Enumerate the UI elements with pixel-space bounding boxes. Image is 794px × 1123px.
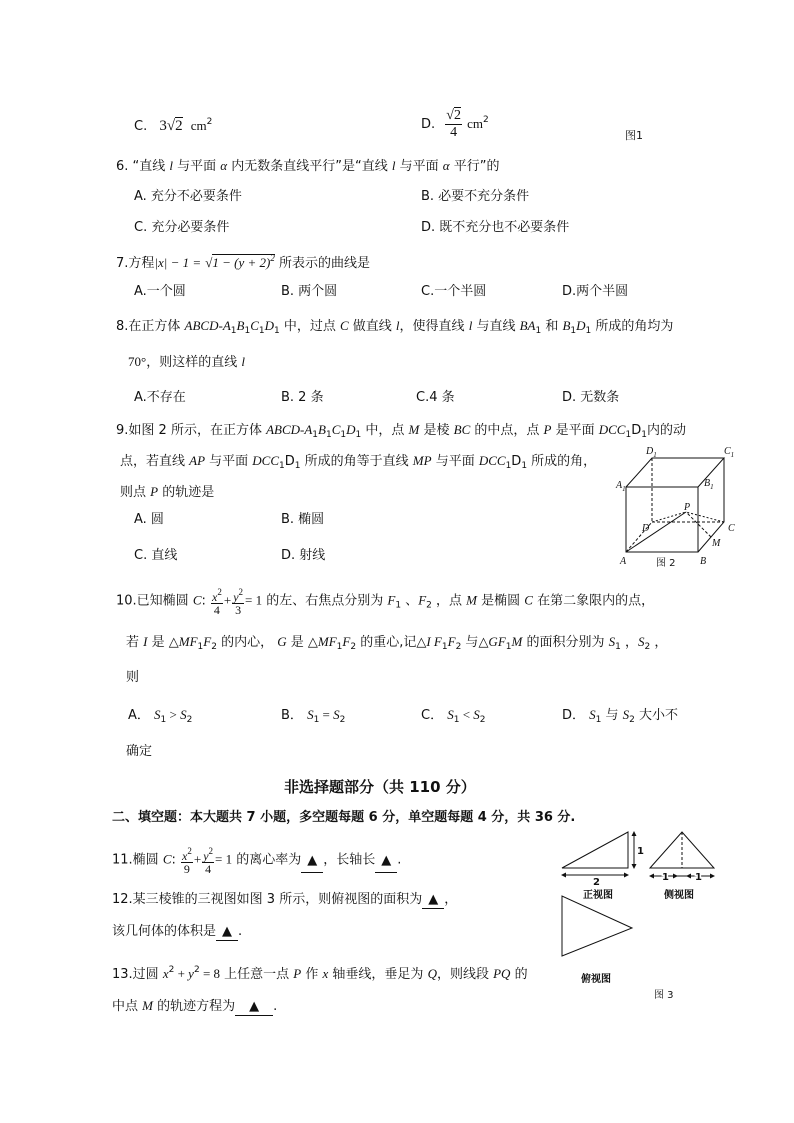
figure-2-cube [610,440,750,570]
figure-1-label: 图1 [625,129,643,142]
top-view-triangle [562,896,632,956]
q8-option-b: B. 2 条 [281,390,324,405]
q7-option-b: B. 两个圆 [281,284,338,299]
q8-stem: 8.在正方体 ABCD-$A_1B_1C_1D_1$ 中，过点 C 做直线 l，使得直线 l 与直线 $BA_1$ 和 $B_1D_1$ 所成的角均为 [116,318,674,336]
front-height-value: 1 [637,846,644,857]
q10-stem-line1: 10.已知椭圆 C: $\frac{x^2}{4}$ + $\frac{y^2}{3}$ = 1 的左、右焦点分别为 $F_1$ 、$F_2$ ，点 M 是椭圆 C 在第二象限内的点， [116,587,655,617]
q9-stem-line1: 9.如图 2 所示，在正方体 ABCD-$A_1B_1C_1D_1$ 中，点 M 是棱 BC 的中点，点 P 是平面 $DCC_1D_1$内的动 [116,422,686,440]
segment-ap [626,512,686,552]
q13-stem-line2: 中点 M 的轨迹方程为 ▲ . [112,998,278,1014]
section-heading: 二、填空题：本大题共 7 小题，多空题每题 6 分，单空题每题 4 分，共 36 分. [112,810,576,825]
q8-stem-line2: 70°，则这样的直线 l [128,354,245,370]
q10-stem-line3: 则 [126,670,140,685]
q13-stem-line1: 13.过圆 $x^2 + y^2 = 8$ 上任意一点 P 作 x 轴垂线，垂足为 Q，则线段 PQ 的 [112,965,528,982]
q5-option-d: D. $\frac{√2}{4}$ $cm^2$ [421,108,489,140]
q6-option-a: A. 充分不必要条件 [134,189,242,204]
front-view-triangle [562,832,628,868]
section-title: 非选择题部分（共 110 分） [284,778,476,796]
label-b1: $B_1$ [704,478,714,491]
q11-blank-2[interactable]: ▲ [375,850,397,873]
figure-2-label: 图 2 [656,558,676,569]
front-view-label: 正视图 [583,890,613,901]
label-d1: $D_1$ [646,446,657,459]
q5-option-c: C. 3√2 $cm^2$ [134,117,213,134]
q10-option-a: A． $S_1 > S_2$ [128,707,193,725]
q7-option-c: C.一个半圆 [421,284,487,299]
label-m: M [712,538,721,549]
q12-blank-1[interactable]: ▲ [422,892,444,909]
figure-3-three-views [556,826,726,1006]
q7-stem: 7.方程$|x| - 1 = √1 - (y + 2)^2$ 所表示的曲线是 [116,253,371,271]
label-p: P [684,502,691,513]
q7-option-a: A.一个圆 [134,284,186,299]
q10-option-c: C． $S_1 < S_2$ [421,707,486,725]
q6-option-c: C. 充分必要条件 [134,220,230,235]
label-a1: $A_1$ [616,480,626,493]
q11-stem: 11.椭圆 C: $\frac{x^2}{9}$ + $\frac{y^2}{4}$ = 1 的离心率为 ▲ ，长轴长 ▲ . [112,846,402,876]
q6-option-b: B. 必要不充分条件 [421,189,530,204]
q12-blank-2[interactable]: ▲ [216,924,238,941]
q8-option-c: C.4 条 [416,390,455,405]
q9-stem-line3: 则点 P 的轨迹是 [120,484,215,500]
side-right-value: 1 [695,872,702,883]
q12-stem-line2: 该几何体的体积是 ▲ . [112,924,243,939]
q7-option-d: D.两个半圆 [562,284,629,299]
label-b: B [700,556,707,567]
label-d: D [642,523,650,534]
q10-stem-line2: 若 I 是 $\triangle MF_1F_2$ 的内心， G 是 $\triangle MF_1F_2$ 的重心,记△I $F_1F_2$ 与$\triangle GF_1M$ 的面积分别为 $S_1$ ，$S_2$ ， [126,634,668,652]
q8-option-a: A.不存在 [134,390,186,405]
q8-option-d: D. 无数条 [562,390,620,405]
q9-option-b: B. 椭圆 [281,512,325,527]
q9-option-d: D. 射线 [281,548,326,563]
q12-stem-line1: 12.某三棱锥的三视图如图 3 所示，则俯视图的面积为 ▲ ， [112,892,458,907]
q9-option-a: A. 圆 [134,512,164,527]
q10-option-d-continued: 确定 [126,744,153,759]
side-left-value: 1 [662,872,669,883]
label-c1: $C_1$ [724,446,735,459]
q10-option-b: B． $S_1 = S_2$ [281,707,346,725]
q11-blank-1[interactable]: ▲ [301,850,323,873]
figure-3-label: 图 3 [654,990,674,1001]
q9-stem-line2: 点，若直线 AP 与平面 $DCC_1D_1$ 所成的角等于直线 MP 与平面 $DCC_1D_1$ 所成的角， [120,453,597,471]
q6-stem: 6. “直线 l 与平面 α 内无数条直线平行”是“直线 l 与平面 α 平行”的 [116,158,500,174]
q10-option-d: D． $S_1$ 与 $S_2$ 大小不 [562,707,679,725]
q13-blank[interactable]: ▲ [235,999,273,1016]
segment-pd [652,512,686,522]
q9-option-c: C. 直线 [134,548,178,563]
side-view-label: 侧视图 [664,890,694,901]
front-width-value: 2 [593,877,600,888]
top-view-label: 俯视图 [581,974,611,985]
cube-front-face [626,487,698,552]
q6-option-d: D. 既不充分也不必要条件 [421,220,570,235]
label-a: A [620,556,627,567]
label-c: C [728,523,735,534]
